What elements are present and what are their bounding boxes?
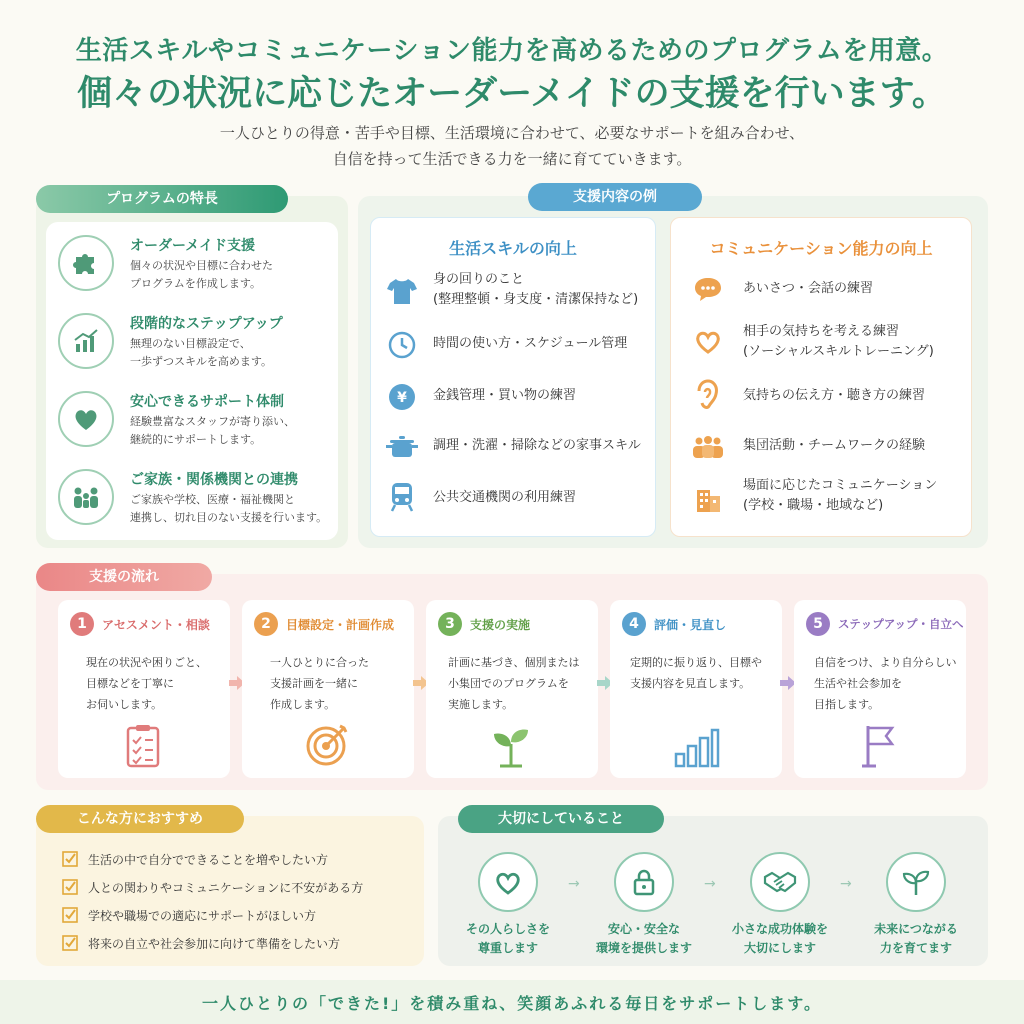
recommend-item: 生活の中で自分でできることを増やしたい方: [62, 850, 328, 870]
life-item-4: 調理・洗濯・掃除などの家事スキル: [433, 438, 641, 453]
value-text: 小さな成功体験を 大切にします: [731, 922, 828, 955]
heart-icon: [691, 324, 725, 358]
clipboard-icon: [118, 720, 168, 770]
comm-item-4: 集団活動・チームワークの経験: [743, 438, 926, 453]
step-number: 3: [438, 612, 462, 636]
headline-line2: 個々の状況に応じたオーダーメイドの支援を行います。: [77, 74, 947, 114]
sprout-icon: [486, 720, 536, 770]
step-number: 1: [70, 612, 94, 636]
sprout-icon: [886, 852, 946, 912]
feature-desc: 経験豊富なスタッフが寄り添い、 継続的にサポートします。: [130, 415, 295, 446]
life-item-2: 時間の使い方・スケジュール管理: [433, 336, 628, 351]
value-arrow: →: [840, 876, 852, 892]
feature-title: ご家族・関係機関との連携: [130, 472, 298, 488]
recommend-item: 人との関わりやコミュニケーションに不安がある方: [62, 878, 363, 898]
step-desc: 計画に基づき、個別または 小集団でのプログラムを 実施します。: [448, 656, 580, 711]
feature-title: 安心できるサポート体制: [130, 394, 284, 410]
feature-item: [58, 235, 358, 307]
step-desc: 自信をつけ、より自分らしい 生活や社会参加を 目指します。: [814, 656, 957, 711]
footer-message: 一人ひとりの「できた!」を積み重ね、笑顔あふれる毎日をサポートします。: [201, 994, 823, 1013]
feature-item: [58, 469, 358, 541]
step-desc: 一人ひとりに合った 支援計画を一緒に 作成します。: [270, 656, 369, 711]
step-title: 支援の実施: [470, 618, 531, 632]
communication-title: コミュニケーション能力の向上: [709, 239, 933, 258]
flow-step-1: [58, 600, 230, 778]
life-skills-title: 生活スキルの向上: [449, 239, 577, 258]
heart-icon: [58, 391, 114, 447]
comm-item-1: あいさつ・会話の練習: [743, 281, 874, 296]
features-title-pill: プログラムの特長: [36, 185, 288, 213]
intro-line1: 一人ひとりの得意・苦手や目標、生活環境に合わせて、必要なサポートを組み合わせ、: [219, 124, 805, 142]
checkbox-icon: [62, 907, 78, 923]
checkbox-icon: [62, 851, 78, 867]
feature-title: オーダーメイド支援: [130, 238, 256, 254]
headline-line1: 生活スキルやコミュニケーション能力を高めるためのプログラムを用意。: [75, 36, 949, 66]
building-icon: [691, 482, 725, 516]
chart-icon: [58, 313, 114, 369]
step-desc: 現在の状況や困りごと、 目標などを丁寧に お伺いします。: [86, 656, 207, 711]
feature-desc: 無理のない目標設定で、 一歩ずつスキルを高めます。: [130, 337, 273, 368]
communication-card: [670, 217, 972, 537]
value-text: その人らしさを 尊重します: [465, 922, 550, 955]
flow-title-pill: 支援の流れ: [36, 563, 212, 591]
ear-icon: [691, 378, 725, 412]
clock-icon: [385, 328, 419, 362]
train-icon: [385, 480, 419, 514]
life-item-5: 公共交通機関の利用練習: [433, 490, 577, 505]
life-item-1: 身の回りのこと (整理整頓・身支度・清潔保持など): [433, 272, 639, 307]
life-item-3: 金銭管理・買い物の練習: [433, 388, 577, 403]
flow-step-2: [242, 600, 414, 778]
flow-step-4: [610, 600, 782, 778]
step-number: 4: [622, 612, 646, 636]
flow-step-5: [794, 600, 966, 778]
step-desc: 定期的に振り返り、目標や 支援内容を見直します。: [630, 656, 762, 690]
step-title: 目標設定・計画作成: [286, 618, 395, 632]
recommend-title-pill: こんな方におすすめ: [36, 805, 244, 833]
target-icon: [302, 720, 352, 770]
feature-item: [58, 313, 358, 385]
feature-item: [58, 391, 358, 463]
lock-icon: [614, 852, 674, 912]
step-title: アセスメント・相談: [102, 618, 210, 632]
life-skills-card: [370, 217, 656, 537]
support-title-pill: 支援内容の例: [528, 183, 702, 211]
checkbox-icon: [62, 879, 78, 895]
speech-bubble-icon: [691, 272, 725, 306]
comm-item-5: 場面に応じたコミュニケーション (学校・職場・地域など): [743, 478, 938, 513]
family-icon: [58, 469, 114, 525]
feature-title: 段階的なステップアップ: [130, 316, 283, 332]
recommend-item: 将来の自立や社会参加に向けて準備をしたい方: [62, 934, 340, 954]
group-icon: [691, 430, 725, 464]
comm-item-2: 相手の気持ちを考える練習 (ソーシャルスキルトレーニング): [743, 324, 934, 359]
heart-icon: [478, 852, 538, 912]
features-list: [36, 235, 348, 535]
value-arrow: →: [704, 876, 716, 892]
handshake-icon: [750, 852, 810, 912]
value-text: 安心・安全な 環境を提供します: [595, 922, 692, 955]
value-arrow: →: [568, 876, 580, 892]
step-number: 2: [254, 612, 278, 636]
step-title: 評価・見直し: [654, 618, 727, 632]
feature-desc: 個々の状況や目標に合わせた プログラムを作成します。: [130, 259, 273, 290]
comm-item-3: 気持ちの伝え方・聴き方の練習: [743, 388, 926, 403]
flow-step-3: [426, 600, 598, 778]
step-title: ステップアップ・自立へ: [838, 617, 964, 631]
puzzle-icon: [58, 235, 114, 291]
intro-line2: 自信を持って生活できる力を一緒に育てていきます。: [332, 150, 692, 168]
pot-icon: [385, 430, 419, 464]
feature-desc: ご家族や学校、医療・福祉機関と 連携し、切れ目のない支援を行います。: [130, 493, 328, 524]
shirt-icon: [385, 274, 419, 308]
recommend-item: 学校や職場での適応にサポートがほしい方: [62, 906, 316, 926]
flag-icon: [854, 720, 904, 770]
bar-chart-icon: [670, 720, 720, 770]
yen-icon: [385, 380, 419, 414]
value-text: 未来につながる 力を育てます: [874, 922, 958, 955]
checkbox-icon: [62, 935, 78, 951]
values-title-pill: 大切にしていること: [458, 805, 664, 833]
svg-text:¥: ¥: [397, 390, 407, 406]
step-number: 5: [806, 612, 830, 636]
